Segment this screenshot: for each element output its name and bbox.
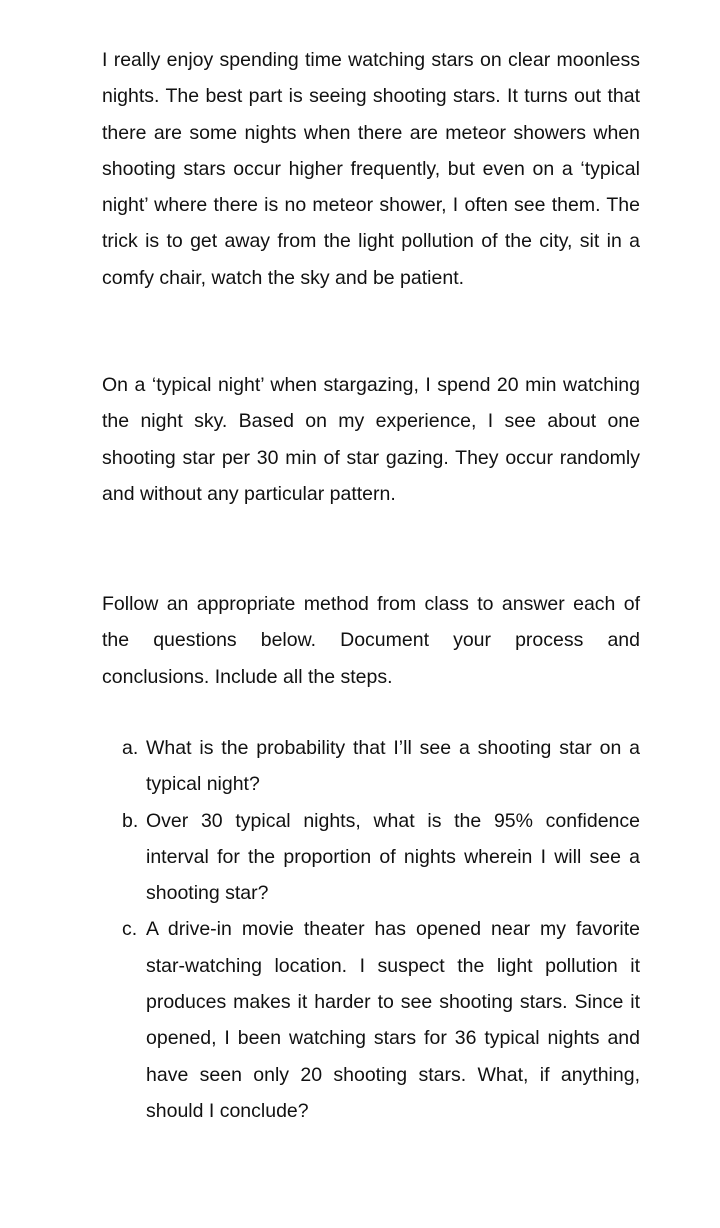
intro-paragraph: I really enjoy spending time watching stars on clear moonless nights. The best part is seeing shooting stars. It turns out that there are some nights when there are meteor showers when shooting stars occur higher frequently, but even on a ‘typical night’ where there is no meteor shower, I often see them. The trick is to get away from the light pollution of the city, sit in a comfy chair, watch the sky and be patient. xyxy=(102,49,640,289)
question-letter: b. xyxy=(122,809,139,832)
question-text: Over 30 typical nights, what is the 95% confidence interval for the proportion of nights wherein I will see a shooting star? xyxy=(146,809,640,905)
question-text: A drive-in movie theater has opened near my favorite star-watching location. I suspect the light pollution it produces makes it harder to see shooting stars. Since it opened, I been watching stars for 36 typical nights and have seen only 20 shooting stars. What, if anything, should I conclude? xyxy=(146,918,640,1122)
question-letter: a. xyxy=(122,737,139,759)
question-list xyxy=(122,730,640,1129)
question-a xyxy=(122,730,640,803)
instructions-paragraph: Follow an appropriate method from class to answer each of the questions below. Document your process and conclusions. Include all the steps. xyxy=(102,593,640,688)
typical-night-paragraph: On a ‘typical night’ when stargazing, I spend 20 min watching the night sky. Based on my experience, I see about one shooting star per 30 min of star gazing. They occur randomly and without any particular pattern. xyxy=(102,374,640,505)
question-c xyxy=(122,911,640,1129)
question-b xyxy=(122,803,640,912)
question-text: What is the probability that I’ll see a shooting star on a typical night? xyxy=(146,737,640,796)
question-letter: c. xyxy=(122,918,138,941)
